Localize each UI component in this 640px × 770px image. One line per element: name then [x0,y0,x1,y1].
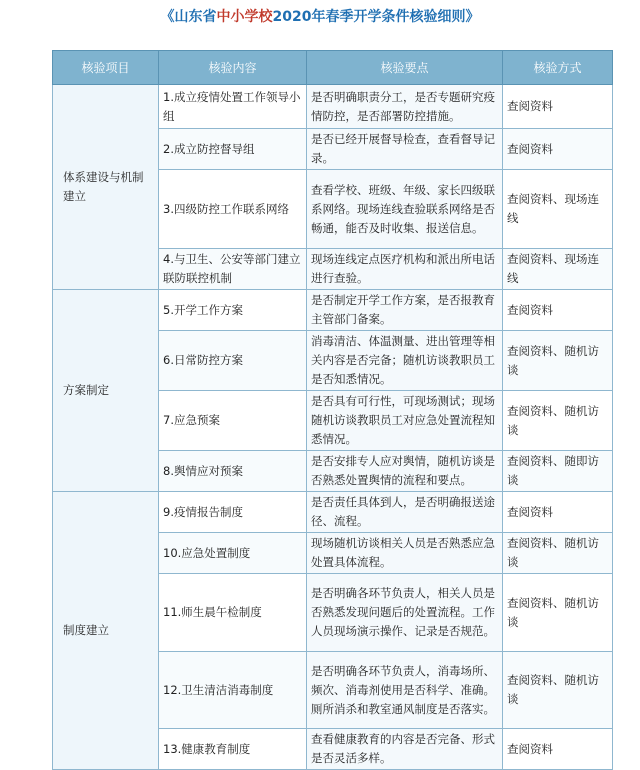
row-method: 查阅资料 [503,85,613,129]
row-method: 查阅资料、现场连线 [503,170,613,249]
row-method: 查阅资料、随机访谈 [503,533,613,574]
row-method: 查阅资料、现场连线 [503,249,613,290]
row-method: 查阅资料 [503,729,613,770]
row-item: 4.与卫生、公安等部门建立联防联控机制 [159,249,307,290]
header-method: 核验方式 [503,51,613,85]
row-points: 查看健康教育的内容是否完备、形式是否灵活多样。 [307,729,503,770]
row-points: 是否制定开学工作方案，是否报教育主管部门备案。 [307,290,503,331]
row-item: 9.疫情报告制度 [159,492,307,533]
row-item: 7.应急预案 [159,391,307,451]
table-row [53,290,613,331]
row-points: 是否明确各环节负责人，消毒场所、频次、消毒剂使用是否科学、准确。厕所消杀和教室通风制度是否落实。 [307,652,503,729]
row-points: 是否已经开展督导检查，查看督导记录。 [307,129,503,170]
table-row [53,85,613,129]
row-item: 5.开学工作方案 [159,290,307,331]
group-plan-formulation: 方案制定 [53,290,159,492]
header-project: 核验项目 [53,51,159,85]
row-method: 查阅资料、随机访谈 [503,391,613,451]
row-points: 是否安排专人应对舆情，随机访谈是否熟悉处置舆情的流程和要点。 [307,451,503,492]
row-points: 消毒清洁、体温测量、进出管理等相关内容是否完备；随机访谈教职员工是否知悉情况。 [307,331,503,391]
header-points: 核验要点 [307,51,503,85]
row-points: 是否具有可行性，可现场测试；现场随机访谈教职员工对应急处置流程知悉情况。 [307,391,503,451]
row-method: 查阅资料、随机访谈 [503,574,613,652]
row-points: 是否明确各环节负责人，相关人员是否熟悉发现问题后的处置流程。工作人员现场演示操作、记录是否规范。 [307,574,503,652]
table-header-row [53,51,613,85]
row-item: 10.应急处置制度 [159,533,307,574]
header-content: 核验内容 [159,51,307,85]
row-points: 查看学校、班级、年级、家长四级联系网络。现场连线查验联系网络是否畅通，能否及时收集、报送信息。 [307,170,503,249]
row-method: 查阅资料 [503,129,613,170]
row-item: 1.成立疫情处置工作领导小组 [159,85,307,129]
row-points: 现场连线定点医疗机构和派出所电话进行查验。 [307,249,503,290]
row-item: 2.成立防控督导组 [159,129,307,170]
row-item: 6.日常防控方案 [159,331,307,391]
page-title [0,4,640,30]
row-method: 查阅资料、随机访谈 [503,331,613,391]
verification-table [52,50,613,770]
row-method: 查阅资料 [503,492,613,533]
title-open: 《山东省 [160,9,217,25]
group-system-mechanism: 体系建设与机制建立 [53,85,159,290]
row-points: 是否责任具体到人，是否明确报送途径、流程。 [307,492,503,533]
row-item: 13.健康教育制度 [159,729,307,770]
row-method: 查阅资料、随机访谈 [503,652,613,729]
row-item: 8.舆情应对预案 [159,451,307,492]
group-system-establishment: 制度建立 [53,492,159,770]
row-points: 现场随机访谈相关人员是否熟悉应急处置具体流程。 [307,533,503,574]
row-item: 3.四级防控工作联系网络 [159,170,307,249]
title-highlight: 中小学校 [216,9,273,25]
row-item: 12.卫生清洁消毒制度 [159,652,307,729]
row-points: 是否明确职责分工，是否专题研究疫情防控，是否部署防控措施。 [307,85,503,129]
title-close: 2020年春季开学条件核验细则》 [272,9,480,25]
table-row [53,492,613,533]
row-method: 查阅资料 [503,290,613,331]
row-item: 11.师生晨午检制度 [159,574,307,652]
row-method: 查阅资料、随即访谈 [503,451,613,492]
